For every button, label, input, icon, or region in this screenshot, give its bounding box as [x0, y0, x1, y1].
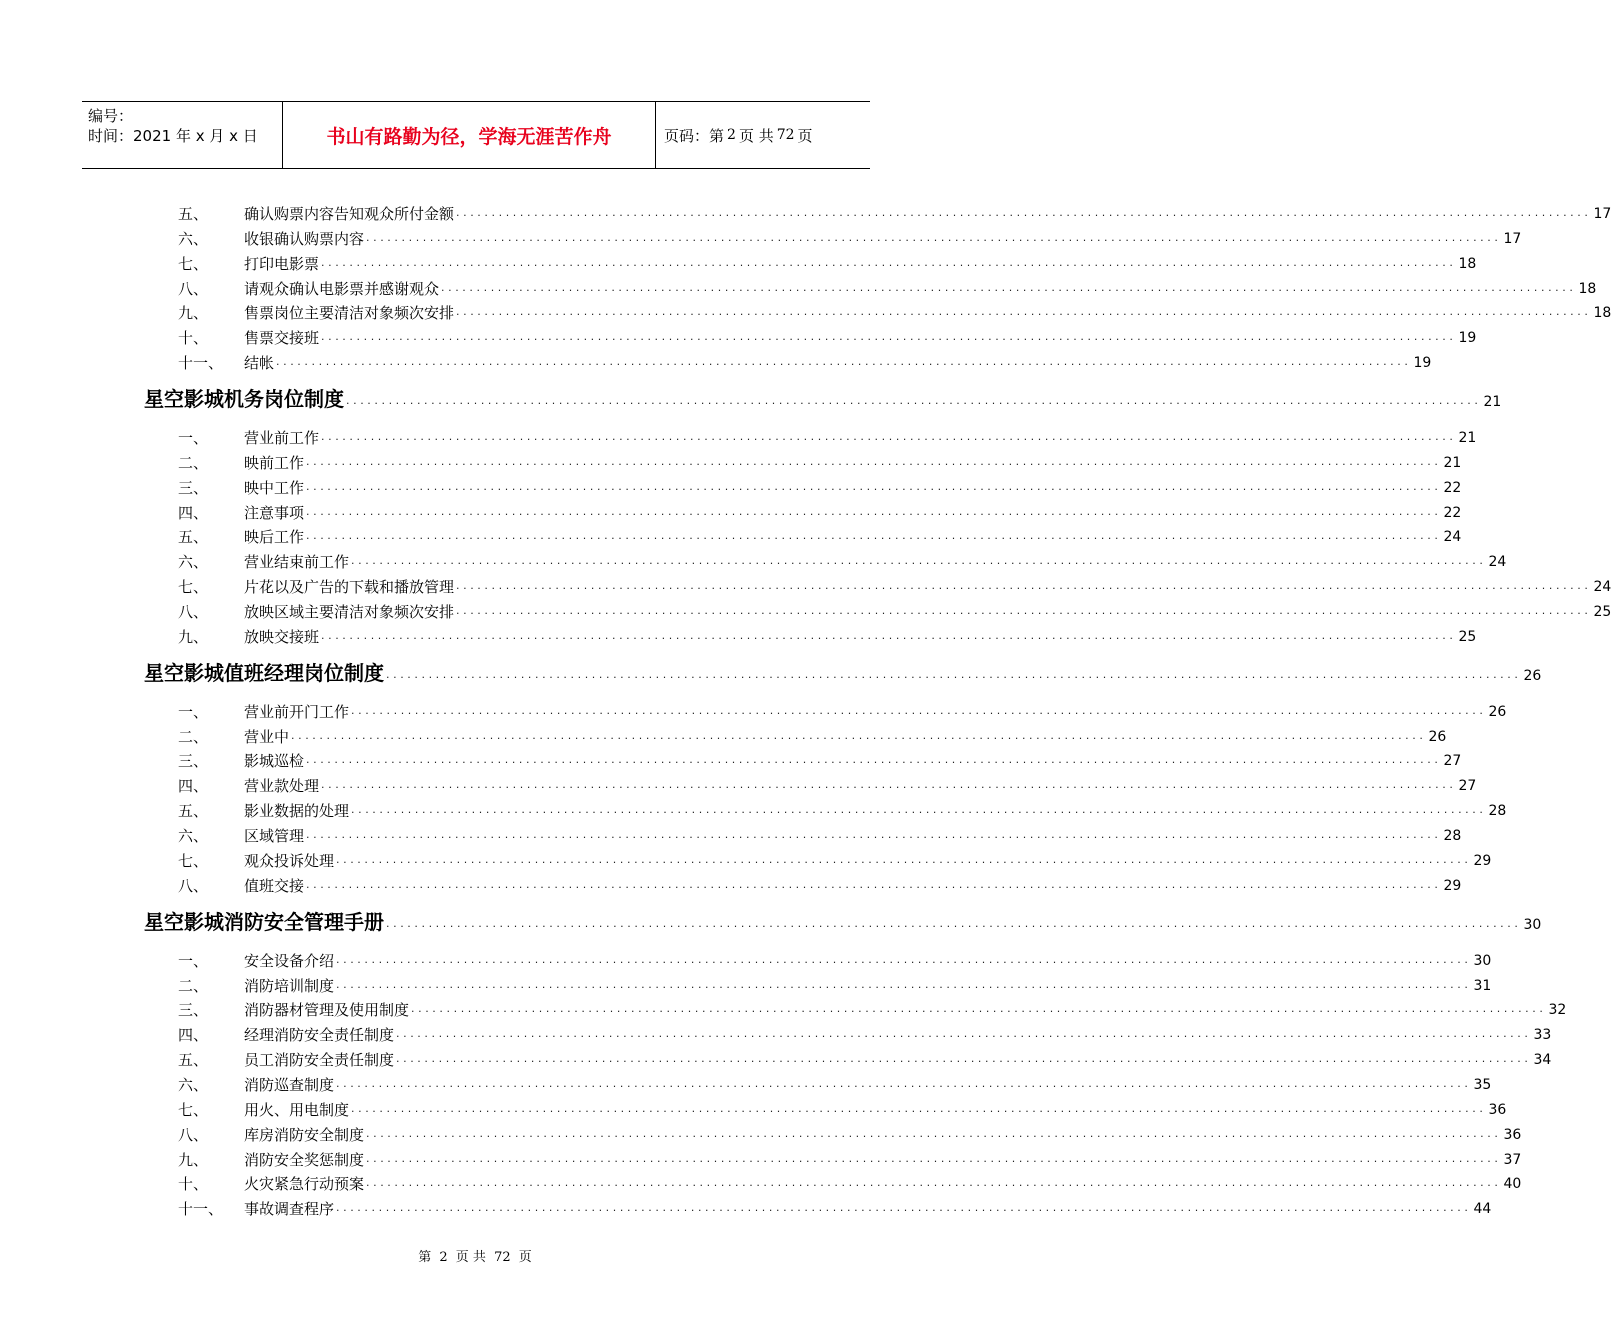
toc-entry-title: 用火、用电制度: [244, 1101, 350, 1119]
header-time: 时间：2021 年 x 月 x 日: [88, 127, 258, 145]
toc-leader-dots: ................................................................................................................................................................: [396, 1052, 1532, 1065]
toc-entry-page: 37: [1503, 1152, 1522, 1168]
toc-entry-number: 十、: [178, 1175, 209, 1193]
toc-entry-title: 消防巡查制度: [244, 1076, 335, 1094]
toc-entry-number: 六、: [178, 553, 209, 571]
footer-current: 2: [439, 1250, 448, 1265]
toc-leader-dots: ................................................................................................................................................................: [351, 554, 1487, 567]
toc-entry-title: 消防培训制度: [244, 977, 335, 995]
toc-entry-number: 六、: [178, 827, 209, 845]
toc-entry[interactable]: [178, 227, 1522, 249]
toc-entry-page: 19: [1413, 355, 1432, 371]
toc-leader-dots: ................................................................................................................................................................: [351, 1102, 1487, 1115]
toc-entry-title: 结帐: [244, 354, 275, 372]
toc-entry-page: 35: [1473, 1077, 1492, 1093]
toc-entry-number: 八、: [178, 1126, 209, 1144]
toc-entry[interactable]: [178, 1123, 1522, 1145]
toc-entry-page: 27: [1458, 778, 1477, 794]
toc-entry-title: 星空影城值班经理岗位制度: [144, 661, 384, 685]
toc-section-heading[interactable]: [144, 658, 1542, 686]
toc-entry-title: 消防器材管理及使用制度: [244, 1001, 410, 1019]
toc-entry-title: 售票岗位主要清洁对象频次安排: [244, 304, 455, 322]
toc-entry[interactable]: [178, 575, 1611, 597]
toc-entry-title: 营业前开门工作: [244, 703, 350, 721]
toc-entry-page: 22: [1443, 505, 1462, 521]
toc-entry-page: 28: [1488, 803, 1507, 819]
toc-leader-dots: ................................................................................................................................................................: [321, 430, 1457, 443]
toc-leader-dots: ................................................................................................................................................................: [351, 803, 1487, 816]
toc-leader-dots: ................................................................................................................................................................: [351, 704, 1487, 717]
toc-entry-number: 一、: [178, 952, 209, 970]
toc-entry-page: 17: [1503, 231, 1522, 247]
toc-entry-number: 九、: [178, 304, 209, 322]
toc-leader-dots: ................................................................................................................................................................: [336, 978, 1472, 991]
toc-entry-number: 一、: [178, 429, 209, 447]
toc-entry-number: 二、: [178, 728, 209, 746]
header-code: 编号：: [88, 107, 134, 125]
toc-leader-dots: ................................................................................................................................................................: [321, 629, 1457, 642]
toc-leader-dots: ................................................................................................................................................................: [306, 878, 1442, 891]
toc-leader-dots: ................................................................................................................................................................: [321, 256, 1457, 269]
toc-entry-title: 事故调查程序: [244, 1200, 335, 1218]
toc-leader-dots: ................................................................................................................................................................: [336, 953, 1472, 966]
toc-entry[interactable]: [178, 1098, 1507, 1120]
toc-entry[interactable]: [178, 974, 1492, 996]
toc-entry-number: 十、: [178, 329, 209, 347]
toc-leader-dots: ................................................................................................................................................................: [441, 281, 1577, 294]
toc-section-heading[interactable]: [144, 384, 1502, 412]
toc-entry[interactable]: [178, 949, 1492, 971]
toc-entry[interactable]: [178, 774, 1477, 796]
toc-entry-title: 星空影城机务岗位制度: [144, 387, 344, 411]
toc-leader-dots: ................................................................................................................................................................: [321, 778, 1457, 791]
toc-leader-dots: ................................................................................................................................................................: [456, 206, 1592, 219]
toc-entry-page: 21: [1443, 455, 1462, 471]
toc-entry-page: 21: [1483, 394, 1502, 410]
toc-leader-dots: ................................................................................................................................................................: [306, 455, 1442, 468]
toc-entry-page: 24: [1488, 554, 1507, 570]
toc-entry-title: 收银确认购票内容: [244, 230, 365, 248]
toc-entry-page: 32: [1548, 1002, 1567, 1018]
toc-entry-number: 五、: [178, 205, 209, 223]
toc-entry-page: 36: [1488, 1102, 1507, 1118]
toc-entry-number: 八、: [178, 877, 209, 895]
toc-entry-title: 售票交接班: [244, 329, 320, 347]
toc-entry-page: 31: [1473, 978, 1492, 994]
toc-entry-number: 四、: [178, 777, 209, 795]
toc-entry[interactable]: [178, 1197, 1492, 1219]
toc-entry-title: 营业款处理: [244, 777, 320, 795]
toc-entry-number: 三、: [178, 479, 209, 497]
toc-entry-title: 星空影城消防安全管理手册: [144, 910, 384, 934]
toc-entry-page: 19: [1458, 330, 1477, 346]
toc-entry[interactable]: [178, 700, 1507, 722]
toc-entry[interactable]: [178, 525, 1462, 547]
toc-entry[interactable]: [178, 725, 1447, 747]
toc-section-heading[interactable]: [144, 907, 1542, 935]
toc-entry-page: 40: [1503, 1176, 1522, 1192]
toc-leader-dots: ................................................................................................................................................................: [276, 355, 1412, 368]
toc-leader-dots: ................................................................................................................................................................: [456, 604, 1592, 617]
toc-entry-number: 五、: [178, 1051, 209, 1069]
toc-entry-number: 二、: [178, 977, 209, 995]
toc-entry[interactable]: [178, 600, 1611, 622]
toc-entry-title: 请观众确认电影票并感谢观众: [244, 280, 440, 298]
toc-entry-title: 影业数据的处理: [244, 802, 350, 820]
toc-entry-title: 员工消防安全责任制度: [244, 1051, 395, 1069]
toc-entry-number: 一、: [178, 703, 209, 721]
toc-entry-page: 24: [1593, 579, 1611, 595]
toc-leader-dots: ................................................................................................................................................................: [411, 1002, 1547, 1015]
toc-entry-page: 21: [1458, 430, 1477, 446]
footer-prefix: 第: [418, 1250, 432, 1265]
toc-entry[interactable]: [178, 749, 1462, 771]
toc-entry[interactable]: [178, 874, 1462, 896]
toc-entry-title: 映前工作: [244, 454, 305, 472]
toc-entry-page: 44: [1473, 1201, 1492, 1217]
toc-entry-number: 六、: [178, 1076, 209, 1094]
footer-mid: 页 共: [455, 1250, 486, 1265]
toc-leader-dots: ................................................................................................................................................................: [386, 668, 1522, 681]
toc-entry[interactable]: [178, 1172, 1522, 1194]
toc-entry-title: 库房消防安全制度: [244, 1126, 365, 1144]
toc-entry-title: 影城巡检: [244, 752, 305, 770]
toc-entry-title: 火灾紧急行动预案: [244, 1175, 365, 1193]
toc-leader-dots: ................................................................................................................................................................: [306, 529, 1442, 542]
toc-entry-page: 29: [1443, 878, 1462, 894]
toc-entry[interactable]: [178, 998, 1567, 1020]
toc-entry[interactable]: [178, 326, 1477, 348]
toc-entry-number: 九、: [178, 1151, 209, 1169]
toc-entry-title: 经理消防安全责任制度: [244, 1026, 395, 1044]
toc-entry-title: 营业结束前工作: [244, 553, 350, 571]
toc-entry-page: 26: [1428, 729, 1447, 745]
toc-entry-page: 18: [1458, 256, 1477, 272]
toc-entry-page: 28: [1443, 828, 1462, 844]
toc-entry-number: 十一、: [178, 1200, 224, 1218]
header-page-total: 72: [776, 127, 795, 143]
toc-entry-number: 五、: [178, 528, 209, 546]
toc-leader-dots: ................................................................................................................................................................: [396, 1027, 1532, 1040]
toc-entry-page: 18: [1578, 281, 1597, 297]
toc-entry[interactable]: [178, 501, 1462, 523]
toc-entry-page: 24: [1443, 529, 1462, 545]
toc-entry[interactable]: [178, 277, 1597, 299]
header-page-mid: 页 共: [738, 126, 774, 145]
toc-leader-dots: ................................................................................................................................................................: [321, 330, 1457, 343]
toc-entry-page: 36: [1503, 1127, 1522, 1143]
toc-entry-page: 25: [1458, 629, 1477, 645]
toc-entry-page: 30: [1473, 953, 1492, 969]
toc-entry-title: 观众投诉处理: [244, 852, 335, 870]
footer-total: 72: [494, 1250, 511, 1265]
toc-entry[interactable]: [178, 849, 1492, 871]
toc-entry[interactable]: [178, 426, 1477, 448]
toc-entry-title: 区域管理: [244, 827, 305, 845]
toc-leader-dots: ................................................................................................................................................................: [366, 1152, 1502, 1165]
toc-entry-title: 映中工作: [244, 479, 305, 497]
toc-entry-number: 七、: [178, 255, 209, 273]
toc-entry-page: 17: [1593, 206, 1611, 222]
toc-entry-page: 30: [1523, 917, 1542, 933]
toc-entry-page: 29: [1473, 853, 1492, 869]
toc-entry[interactable]: [178, 1048, 1552, 1070]
toc-entry-number: 七、: [178, 1101, 209, 1119]
toc-leader-dots: ................................................................................................................................................................: [366, 231, 1502, 244]
toc-entry-title: 安全设备介绍: [244, 952, 335, 970]
toc-entry-page: 34: [1533, 1052, 1552, 1068]
toc-entry-title: 确认购票内容告知观众所付金额: [244, 205, 455, 223]
toc-entry-number: 二、: [178, 454, 209, 472]
toc-leader-dots: ................................................................................................................................................................: [456, 305, 1592, 318]
toc-leader-dots: ................................................................................................................................................................: [306, 480, 1442, 493]
toc-entry[interactable]: [178, 476, 1462, 498]
toc-leader-dots: ................................................................................................................................................................: [346, 394, 1482, 407]
toc-entry-title: 放映区域主要清洁对象频次安排: [244, 603, 455, 621]
toc-entry-title: 营业中: [244, 728, 290, 746]
toc-leader-dots: ................................................................................................................................................................: [306, 828, 1442, 841]
toc-leader-dots: ................................................................................................................................................................: [366, 1176, 1502, 1189]
page-footer: [0, 1246, 950, 1265]
toc-entry-title: 注意事项: [244, 504, 305, 522]
toc-entry-number: 七、: [178, 852, 209, 870]
toc-leader-dots: ................................................................................................................................................................: [386, 917, 1522, 930]
toc-entry-page: 26: [1523, 668, 1542, 684]
toc-leader-dots: ................................................................................................................................................................: [306, 753, 1442, 766]
toc-entry-number: 九、: [178, 628, 209, 646]
toc-entry-title: 映后工作: [244, 528, 305, 546]
toc-leader-dots: ................................................................................................................................................................: [336, 1201, 1472, 1214]
toc-entry-number: 十一、: [178, 354, 224, 372]
header-page-current: 2: [727, 127, 736, 143]
toc-entry-title: 营业前工作: [244, 429, 320, 447]
header-page-suffix: 页: [797, 126, 813, 145]
toc-entry-number: 八、: [178, 280, 209, 298]
toc-entry-page: 25: [1593, 604, 1611, 620]
toc-entry-page: 33: [1533, 1027, 1552, 1043]
toc-entry-title: 片花以及广告的下载和播放管理: [244, 578, 455, 596]
toc-entry-title: 放映交接班: [244, 628, 320, 646]
toc-entry-number: 四、: [178, 504, 209, 522]
toc-entry-page: 26: [1488, 704, 1507, 720]
toc-entry-number: 三、: [178, 1001, 209, 1019]
toc-entry[interactable]: [178, 1148, 1522, 1170]
toc-entry-number: 三、: [178, 752, 209, 770]
header-motto: 书山有路勤为径，学海无涯苦作舟: [282, 102, 656, 168]
toc-entry-page: 27: [1443, 753, 1462, 769]
toc-entry-title: 消防安全奖惩制度: [244, 1151, 365, 1169]
toc-entry[interactable]: [178, 202, 1611, 224]
toc-entry[interactable]: [178, 625, 1477, 647]
toc-leader-dots: ................................................................................................................................................................: [456, 579, 1592, 592]
toc-entry[interactable]: [178, 550, 1507, 572]
toc-entry-number: 七、: [178, 578, 209, 596]
toc-entry[interactable]: [178, 301, 1611, 323]
toc-entry-number: 六、: [178, 230, 209, 248]
footer-suffix: 页: [518, 1250, 532, 1265]
toc-entry-page: 18: [1593, 305, 1611, 321]
toc-entry[interactable]: [178, 1023, 1552, 1045]
header-page-prefix: 页码：第: [664, 126, 725, 145]
toc-entry-number: 五、: [178, 802, 209, 820]
toc-leader-dots: ................................................................................................................................................................: [336, 853, 1472, 866]
toc-entry[interactable]: [178, 799, 1507, 821]
toc-entry-number: 四、: [178, 1026, 209, 1044]
toc-entry[interactable]: [178, 1073, 1492, 1095]
toc-leader-dots: ................................................................................................................................................................: [291, 729, 1427, 742]
toc-entry-page: 22: [1443, 480, 1462, 496]
toc-entry[interactable]: [178, 824, 1462, 846]
toc-entry[interactable]: [178, 252, 1477, 274]
toc-leader-dots: ................................................................................................................................................................: [336, 1077, 1472, 1090]
toc-entry[interactable]: [178, 351, 1432, 373]
toc-entry-number: 八、: [178, 603, 209, 621]
toc-entry[interactable]: [178, 451, 1462, 473]
toc-entry-title: 打印电影票: [244, 255, 320, 273]
toc-entry-title: 值班交接: [244, 877, 305, 895]
toc-leader-dots: ................................................................................................................................................................: [366, 1127, 1502, 1140]
toc-leader-dots: ................................................................................................................................................................: [306, 505, 1442, 518]
